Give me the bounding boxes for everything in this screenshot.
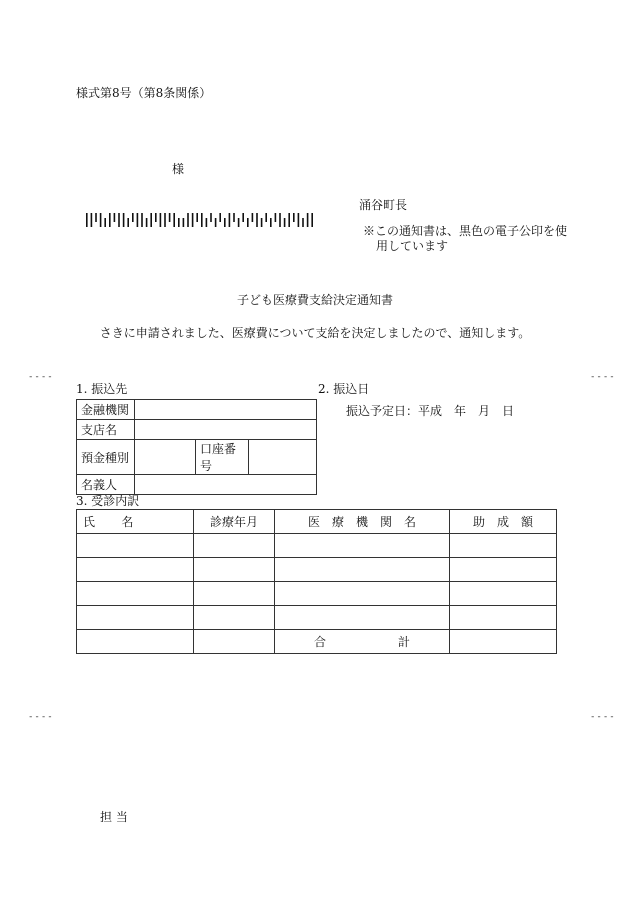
total-label <box>275 630 450 654</box>
cut-mark-right-top: ---- <box>590 372 616 382</box>
table-row <box>77 606 557 630</box>
form-number: 様式第8号（第8条関係） <box>76 86 212 100</box>
table-row <box>77 582 557 606</box>
col-name-label: 氏 名 <box>83 515 141 529</box>
holder-label: 名義人 <box>77 475 135 495</box>
cut-mark-left-bottom: ---- <box>28 712 54 722</box>
account-table <box>76 399 317 495</box>
branch-label: 支店名 <box>77 420 135 440</box>
deposit-type-label: 預金種別 <box>77 440 135 475</box>
seal-notice-line1: ※この通知書は、黒色の電子公印を使 <box>363 224 568 238</box>
person-in-charge-label: 担 当 <box>100 810 128 824</box>
section3-heading: 3. 受診内訳 <box>76 494 140 508</box>
cut-mark-left-top: ---- <box>28 372 54 382</box>
issuer-name: 涌谷町長 <box>359 198 408 212</box>
col-name-header <box>77 510 194 534</box>
table-row <box>77 558 557 582</box>
col-institution-header: 医 療 機 関 名 <box>275 510 450 534</box>
document-title: 子ども医療費支給決定通知書 <box>236 293 393 307</box>
table-header-row <box>77 510 557 534</box>
consultation-table <box>76 509 557 654</box>
account-no-label: 口座番号 <box>196 440 249 475</box>
table-row <box>77 420 317 440</box>
scheduled-date: 振込予定日：平成 年 月 日 <box>346 404 515 418</box>
seal-notice <box>363 224 573 254</box>
total-amount <box>450 630 557 654</box>
bank-field <box>135 400 317 420</box>
account-no-field <box>249 440 317 475</box>
branch-field <box>135 420 317 440</box>
customer-barcode <box>86 213 318 227</box>
addressee-suffix: 様 <box>172 162 185 176</box>
table-row <box>77 400 317 420</box>
section1-heading: 1. 振込先 <box>76 382 128 396</box>
holder-field <box>135 475 317 495</box>
total-row <box>77 630 557 654</box>
table-row <box>77 534 557 558</box>
lead-text: さきに申請されました、医療費について支給を決定しましたので、通知します。 <box>99 326 531 340</box>
bank-label: 金融機関 <box>77 400 135 420</box>
section2-heading: 2. 振込日 <box>318 382 370 396</box>
table-row <box>77 440 317 475</box>
seal-notice-line2: 用しています <box>376 239 449 253</box>
cut-mark-right-bottom: ---- <box>590 712 616 722</box>
total-label-2: 計 <box>398 635 411 649</box>
deposit-type-field <box>135 440 196 475</box>
col-amount-header: 助 成 額 <box>450 510 557 534</box>
total-label-1: 合 <box>313 635 326 649</box>
col-month-header: 診療年月 <box>194 510 275 534</box>
